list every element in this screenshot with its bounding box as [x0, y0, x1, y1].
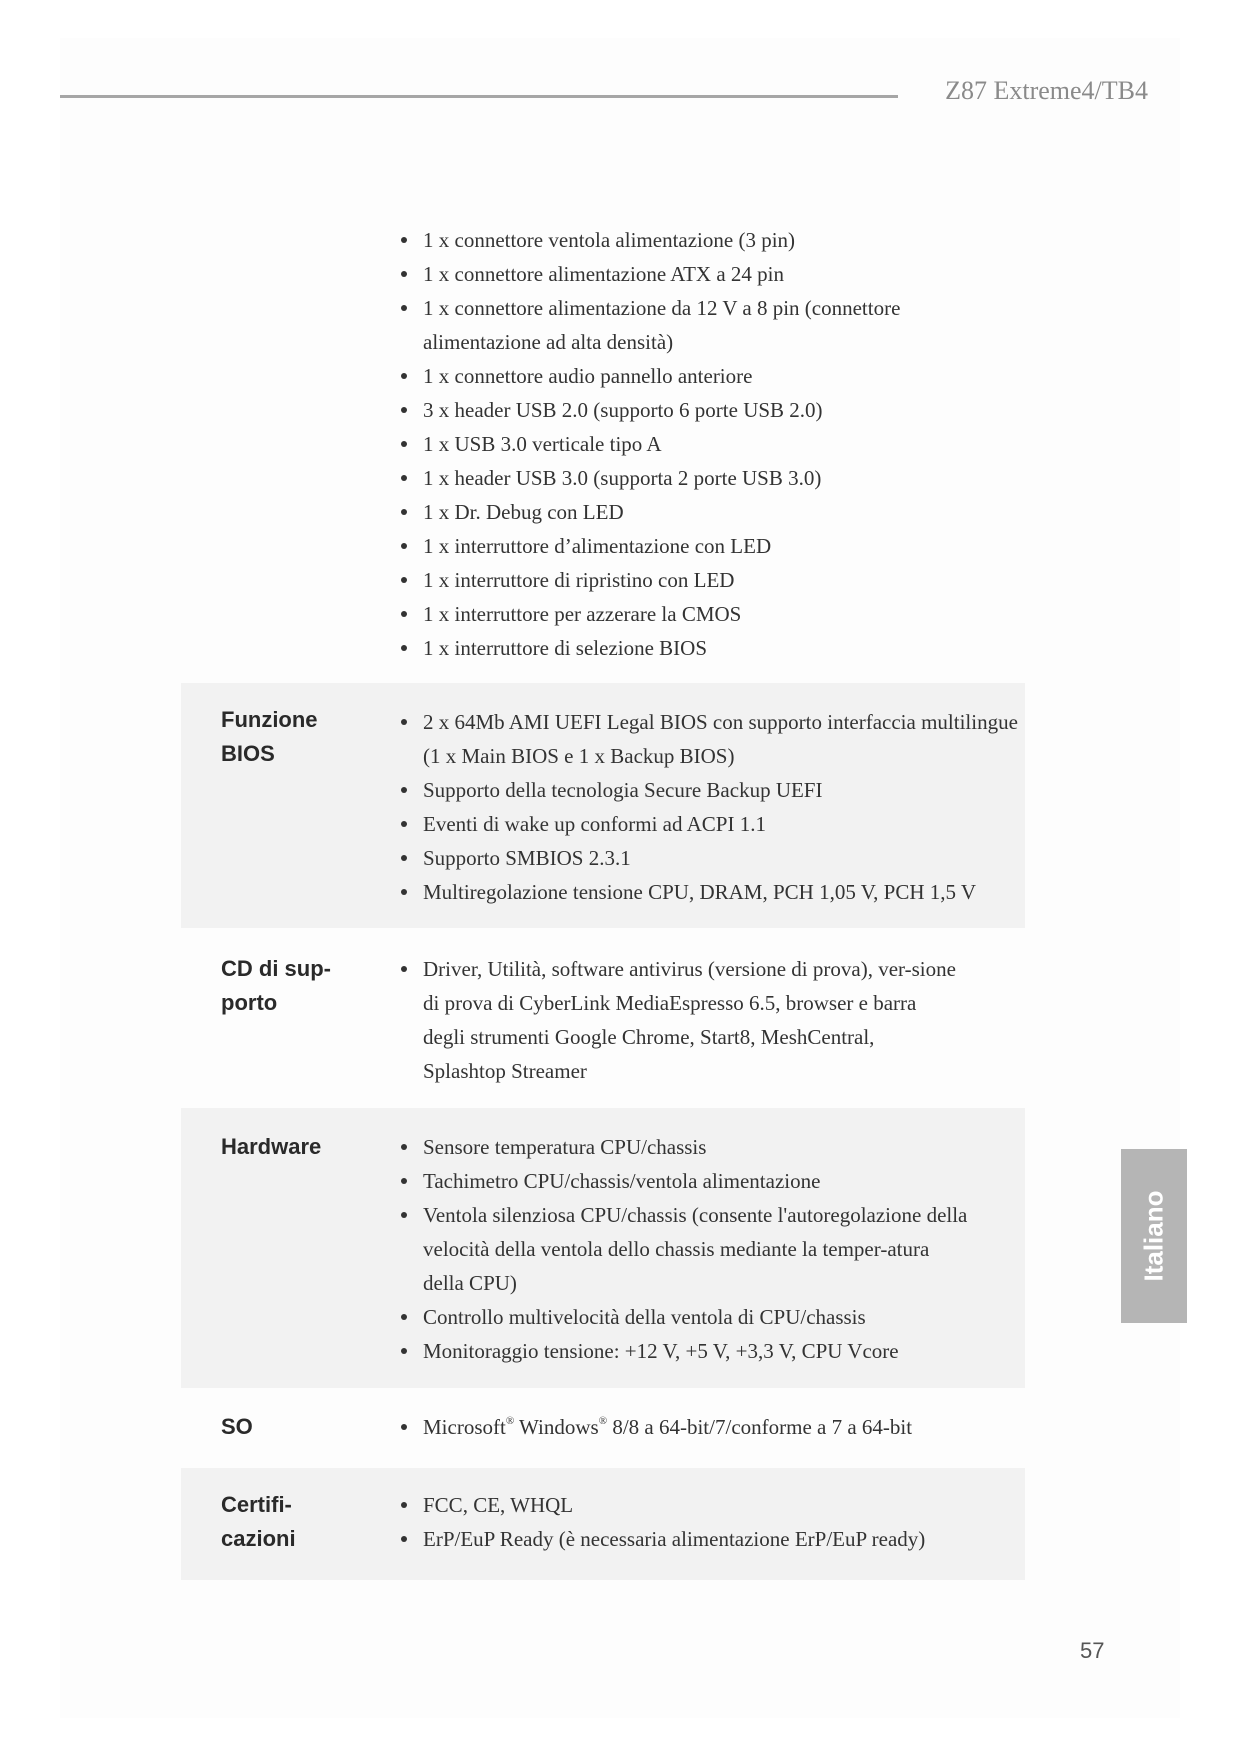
list-item: Supporto SMBIOS 2.3.1 [399, 841, 1019, 875]
list-item: 1 x interruttore per azzerare la CMOS [399, 597, 1019, 631]
label-line: Funzione [221, 707, 318, 732]
label-line: Certifi- [221, 1492, 292, 1517]
label-line: SO [221, 1414, 253, 1439]
section-label [221, 1410, 371, 1444]
label-line: BIOS [221, 741, 275, 766]
section-bios [181, 683, 1025, 928]
section-hardware [181, 1108, 1025, 1388]
connectors-list [399, 223, 1019, 665]
list-item: 1 x header USB 3.0 (supporta 2 porte USB 3.0) [399, 461, 1019, 495]
section-list [399, 1488, 1019, 1556]
section-label [221, 952, 371, 1020]
label-line: porto [221, 990, 278, 1015]
list-item: 1 x Dr. Debug con LED [399, 495, 1019, 529]
label-line: cazioni [221, 1526, 296, 1551]
list-item: Sensore temperatura CPU/chassis [399, 1130, 969, 1164]
registered-mark: ® [598, 1415, 608, 1427]
list-item: FCC, CE, WHQL [399, 1488, 1019, 1522]
list-item: 3 x header USB 2.0 (supporto 6 porte USB 2.0) [399, 393, 1019, 427]
list-item: 1 x connettore alimentazione da 12 V a 8 pin (connettore alimentazione ad alta densità) [399, 291, 1019, 359]
list-item: Ventola silenziosa CPU/chassis (consente l'autoregolazione della velocità della ventola dello chassis mediante la temper-atura della CPU) [399, 1198, 969, 1300]
list-item [399, 1410, 1019, 1444]
list-item: Supporto della tecnologia Secure Backup UEFI [399, 773, 1019, 807]
list-item: Tachimetro CPU/chassis/ventola alimentazione [399, 1164, 969, 1198]
registered-mark: ® [505, 1415, 515, 1427]
label-line: CD di sup- [221, 956, 331, 981]
list-item: 1 x connettore audio pannello anteriore [399, 359, 1019, 393]
list-item: Eventi di wake up conformi ad ACPI 1.1 [399, 807, 1019, 841]
section-os [181, 1388, 1025, 1468]
list-item: 1 x connettore alimentazione ATX a 24 pin [399, 257, 1019, 291]
list-item: Monitoraggio tensione: +12 V, +5 V, +3,3 V, CPU Vcore [399, 1334, 969, 1368]
section-label [221, 703, 371, 771]
os-text: 8/8 a 64-bit/7/conforme a 7 a 64-bit [607, 1415, 913, 1439]
list-item: 1 x USB 3.0 verticale tipo A [399, 427, 1019, 461]
list-item: Multiregolazione tensione CPU, DRAM, PCH 1,05 V, PCH 1,5 V [399, 875, 1019, 909]
os-text: Microsoft [423, 1415, 506, 1439]
list-item: Controllo multivelocità della ventola di CPU/chassis [399, 1300, 969, 1334]
section-label [221, 1130, 371, 1164]
section-certifications [181, 1468, 1025, 1580]
header-title: Z87 Extreme4/TB4 [945, 76, 1148, 105]
language-tab [1121, 1149, 1187, 1323]
section-list [399, 705, 1019, 909]
section-list [399, 1410, 1019, 1444]
list-item: 1 x interruttore d’alimentazione con LED [399, 529, 1019, 563]
label-line: Hardware [221, 1134, 322, 1159]
section-list [399, 1130, 969, 1368]
header-rule [60, 95, 898, 98]
list-item: 2 x 64Mb AMI UEFI Legal BIOS con supporto interfaccia multilingue (1 x Main BIOS e 1 x Backup BIOS) [399, 705, 1019, 773]
language-label: Italiano [1138, 1190, 1169, 1282]
list-item: 1 x interruttore di selezione BIOS [399, 631, 1019, 665]
list-item: 1 x connettore ventola alimentazione (3 pin) [399, 223, 1019, 257]
page-number: 57 [1080, 1638, 1105, 1663]
list-item: 1 x interruttore di ripristino con LED [399, 563, 1019, 597]
section-support-cd [181, 928, 1025, 1108]
section-list [399, 952, 959, 1088]
os-text: Windows [514, 1415, 599, 1439]
list-item: Driver, Utilità, software antivirus (versione di prova), ver-sione di prova di CyberLink MediaEspresso 6.5, browser e barra degli strumenti Google Chrome, Start8, MeshCentral, Splashtop Streamer [399, 952, 959, 1088]
list-item: ErP/EuP Ready (è necessaria alimentazione ErP/EuP ready) [399, 1522, 1019, 1556]
section-label [221, 1488, 371, 1556]
